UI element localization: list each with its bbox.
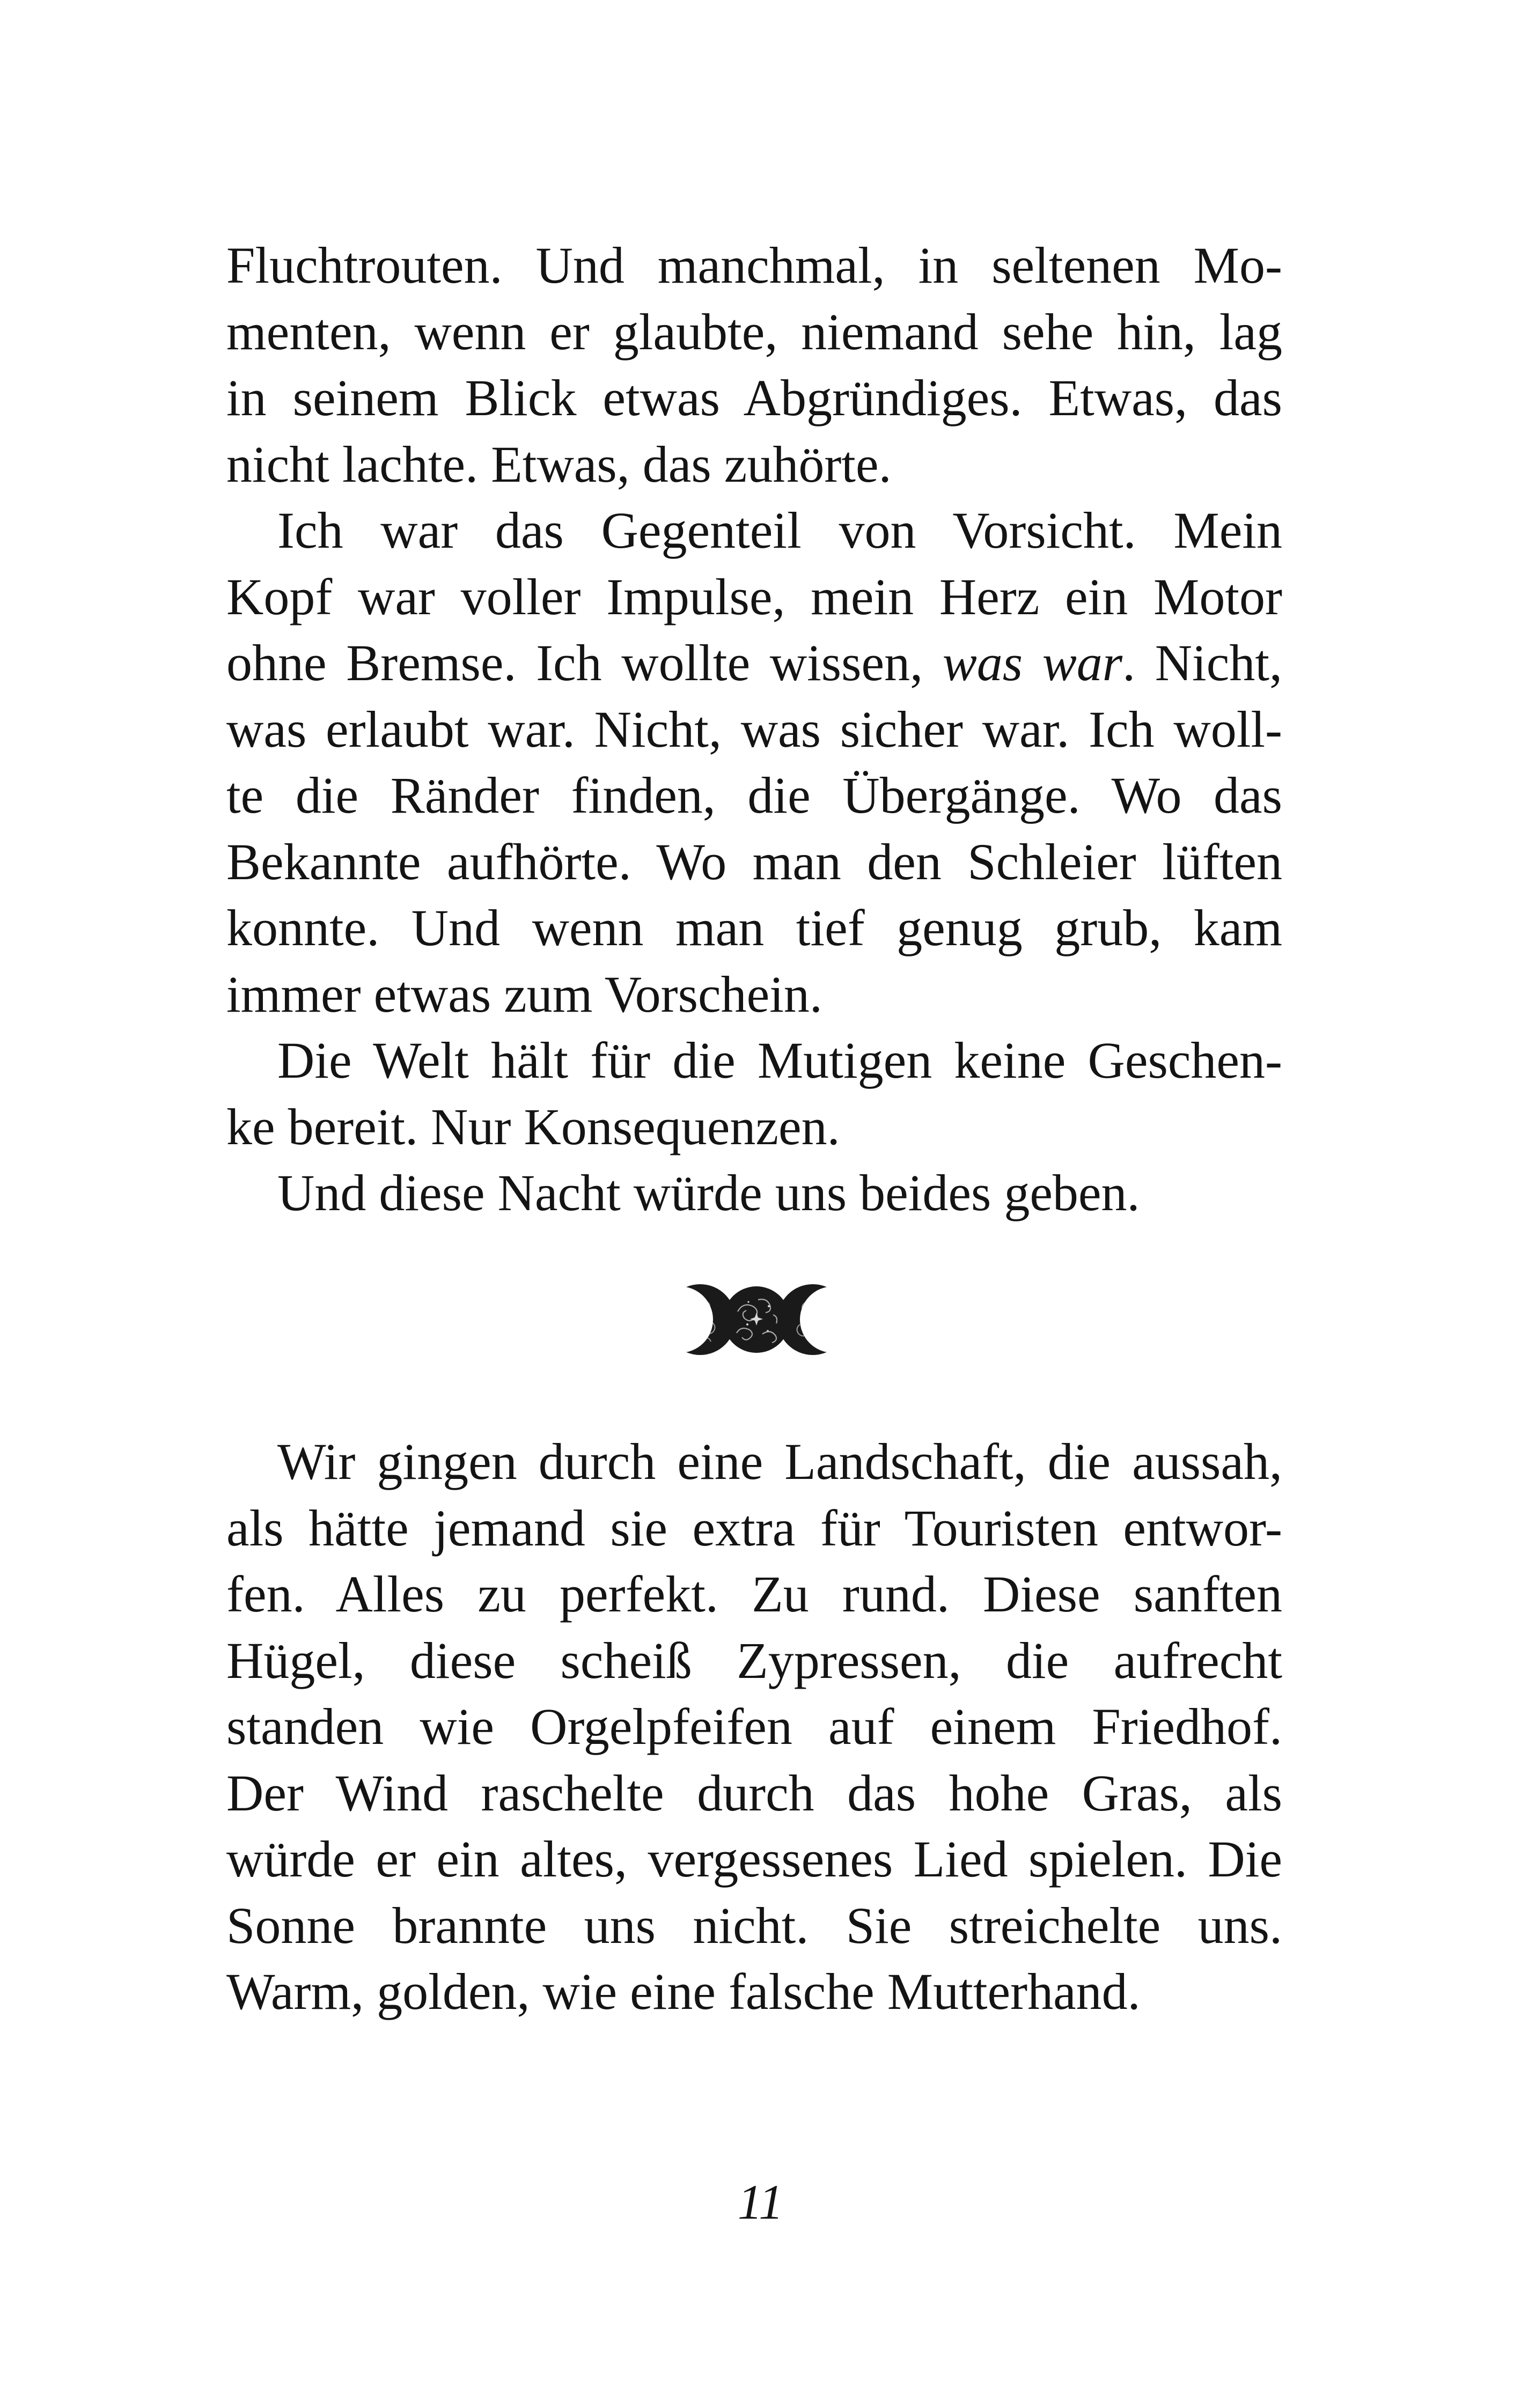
italic-phrase: was war <box>942 634 1123 691</box>
text-line: Warm, golden, wie eine falsche Mutterhand. <box>226 1963 1141 2020</box>
text-line: ke bereit. Nur Konsequenzen. <box>226 1098 840 1155</box>
text-line: Ich war das Gegenteil von Vorsicht. Mein <box>277 502 1282 559</box>
text-line: Sonne brannte uns nicht. Sie streichelte uns. <box>226 1896 1282 1954</box>
text-section-2 <box>226 1428 1282 2025</box>
text-line: Bekannte aufhörte. Wo man den Schleier lüften <box>226 833 1282 890</box>
text-line: würde er ein altes, vergessenes Lied spielen. Die <box>226 1830 1282 1888</box>
text-line-with-italic <box>226 630 1282 696</box>
text-line: Und diese Nacht würde uns beides geben. <box>277 1164 1140 1221</box>
text-line: te die Ränder finden, die Übergänge. Wo das <box>226 767 1282 824</box>
text-segment: . Nicht, <box>1122 634 1283 691</box>
text-line: standen wie Orgelpfeifen auf einem Friedhof. <box>226 1698 1282 1755</box>
text-line: Wir gingen durch eine Landschaft, die aussah, <box>277 1433 1282 1490</box>
text-line: konnte. Und wenn man tief genug grub, kam <box>226 899 1282 956</box>
text-line: nicht lachte. Etwas, das zuhörte. <box>226 435 892 493</box>
text-line: immer etwas zum Vorschein. <box>226 965 822 1023</box>
text-line: menten, wenn er glaubte, niemand sehe hin, lag <box>226 303 1282 360</box>
text-line: Die Welt hält für die Mutigen keine Geschen- <box>277 1032 1282 1089</box>
text-line: was erlaubt war. Nicht, was sicher war. Ich woll- <box>226 700 1282 758</box>
right-crescent-moon-icon <box>756 1279 845 1360</box>
text-segment: ohne Bremse. Ich wollte wissen, <box>226 634 943 691</box>
paragraph-3 <box>226 1027 1282 1160</box>
text-line: Der Wind raschelte durch das hohe Gras, als <box>226 1764 1282 1822</box>
text-section-1 <box>226 232 1282 1226</box>
text-line: Fluchtrouten. Und manchmal, in seltenen Mo- <box>226 237 1282 294</box>
paragraph-1 <box>226 232 1282 497</box>
text-line: Hügel, diese scheiß Zypressen, die aufrecht <box>226 1631 1282 1689</box>
text-line: als hätte jemand sie extra für Touristen entwor- <box>226 1499 1282 1557</box>
text-line: Kopf war voller Impulse, mein Herz ein Motor <box>226 568 1282 625</box>
paragraph-5 <box>226 1428 1282 2025</box>
text-line: in seinem Blick etwas Abgründiges. Etwas, das <box>226 369 1282 426</box>
text-line: fen. Alles zu perfekt. Zu rund. Diese sanften <box>226 1565 1282 1623</box>
page-number: 11 <box>737 2175 784 2229</box>
paragraph-4 <box>226 1160 1282 1226</box>
triple-moon-icon <box>668 1279 845 1360</box>
paragraph-2 <box>226 497 1282 1027</box>
